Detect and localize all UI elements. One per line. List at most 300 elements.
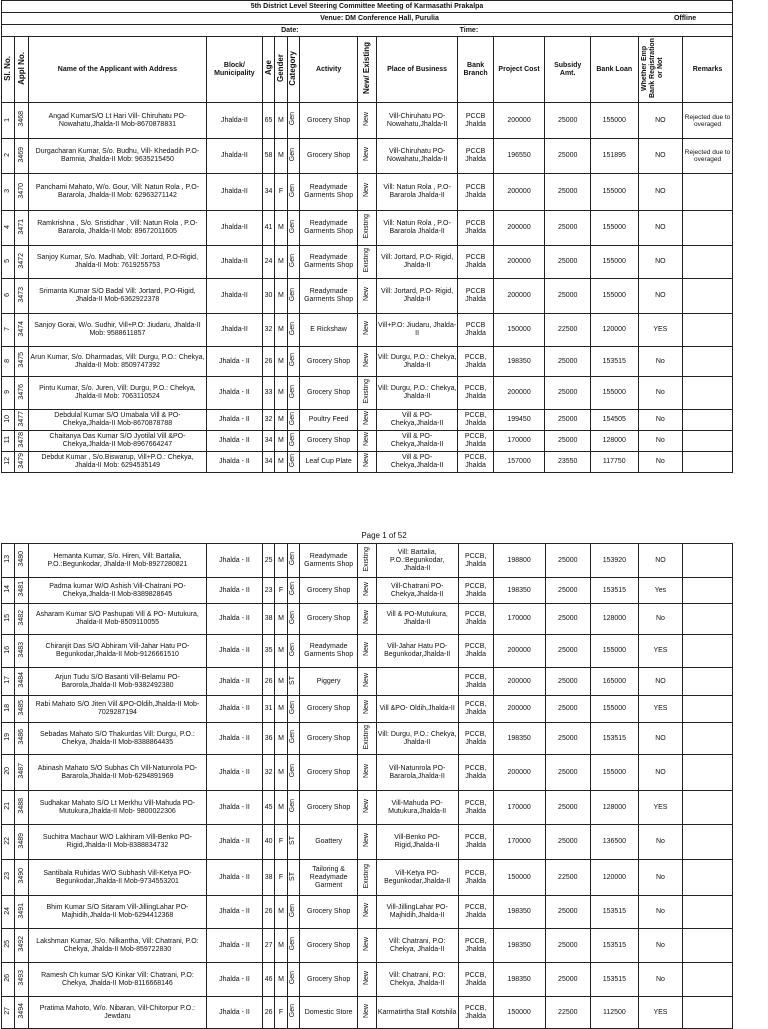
row-activity: Readymade Garments Shop <box>300 635 358 668</box>
row-age: 41 <box>262 211 274 246</box>
row-emp-bank: YES <box>638 696 683 723</box>
row-sl-no: 17 <box>2 668 15 696</box>
row-loan: 155000 <box>591 755 639 791</box>
row-loan: 155000 <box>590 174 638 211</box>
row-applicant: Asharam Kumar S/O Pashupati Vill & PO- Mutukura, Jhalda-II Mob-8509110055 <box>28 604 206 635</box>
row-place: Vill & PO-Mutukura, Jhalda-II <box>376 604 458 635</box>
row-age: 32 <box>262 755 274 791</box>
row-place: Vill & PO- Chekya,Jhalda-II <box>376 452 458 473</box>
row-category: Gen <box>287 578 299 604</box>
row-project-cost: 198350 <box>493 723 545 755</box>
col-applicant: Name of the Applicant with Address <box>28 37 206 103</box>
row-loan: 153515 <box>591 723 639 755</box>
row-place: Vill: Chatrani, P.O: Chekya, Jhalda-II <box>376 963 458 997</box>
row-activity: E Rickshaw <box>300 314 358 347</box>
row-sl-no: 6 <box>2 279 15 314</box>
row-applicant: Hemanta Kumar, S/o. Hiren, Vill: Bartalia, P.O.:Begunkodar, Jhalda-II Mob-8927280821 <box>28 544 206 578</box>
row-block: Jhalda-II <box>206 139 262 174</box>
row-new-existing: New <box>358 896 377 929</box>
row-block: Jhalda-II <box>206 174 262 211</box>
row-activity: Tailoring & Readymade Garment <box>300 860 358 896</box>
venue-row <box>2 13 733 25</box>
row-activity: Grocery Shop <box>300 139 358 174</box>
applicants-table-page-1 <box>1 0 733 473</box>
table-row <box>2 139 733 174</box>
row-branch: PCCB, Jhalda <box>458 544 493 578</box>
row-new-existing: New <box>358 696 377 723</box>
row-sl-no: 14 <box>2 578 15 604</box>
table-row <box>2 723 733 755</box>
row-remarks <box>683 604 733 635</box>
table-body-page-1 <box>2 103 733 473</box>
table-row <box>2 860 733 896</box>
row-place: Vill+P.O: Jiudaru, Jhalda-II <box>376 314 458 347</box>
row-project-cost: 198350 <box>493 929 545 963</box>
row-remarks <box>683 211 733 246</box>
row-age: 26 <box>262 896 274 929</box>
row-place: Vill-Natunrola PO- Bararola,Jhalda-II <box>376 755 458 791</box>
row-category: Gen <box>287 544 299 578</box>
row-subsidy: 25000 <box>545 668 591 696</box>
row-loan: 153515 <box>591 929 639 963</box>
row-applicant: Arun Kumar, S/o. Dharmadas, Vill: Durgu, P.O.: Chekya, Jhalda-II Mob: 8509747392 <box>28 347 206 377</box>
row-emp-bank: NO <box>638 723 683 755</box>
row-emp-bank: YES <box>638 314 683 347</box>
row-activity: Grocery Shop <box>300 604 358 635</box>
row-emp-bank: No <box>638 604 683 635</box>
row-emp-bank: No <box>638 963 683 997</box>
row-place: Vill: Durgu, P.O.: Chekya, Jhalda-II <box>376 377 458 410</box>
row-project-cost: 198800 <box>493 544 545 578</box>
table-row <box>2 696 733 723</box>
row-appl-no: 3490 <box>15 860 28 896</box>
row-gender: M <box>275 723 287 755</box>
row-block: Jhalda - II <box>206 347 262 377</box>
row-project-cost: 170000 <box>493 431 545 452</box>
row-loan: 151895 <box>590 139 638 174</box>
row-applicant: Sanjoy Kumar, S/o. Madhab, Vill: Jortard, P.O-Rigid, Jhalda-II Mob: 7619255753 <box>28 246 206 279</box>
row-sl-no: 21 <box>2 791 15 825</box>
row-emp-bank: No <box>638 452 683 473</box>
table-row <box>2 578 733 604</box>
row-project-cost: 200000 <box>493 103 545 139</box>
col-remarks: Remarks <box>683 37 733 103</box>
row-applicant: Padma kumar W/O Ashish Vill-Chatrani PO- Chekya,Jhalda-II Mob-8389828645 <box>28 578 206 604</box>
date-time-row <box>2 25 733 37</box>
table-row <box>2 410 733 431</box>
row-applicant: Debdulal Kumar S/O Umabala Vill & PO- Chekya,Jhalda-II Mob-8670878788 <box>28 410 206 431</box>
row-activity: Readymade Garments Shop <box>300 544 358 578</box>
mode-text: Offline <box>638 13 732 25</box>
table-row <box>2 211 733 246</box>
applicants-table-page-2 <box>1 543 733 1029</box>
row-gender: M <box>275 668 287 696</box>
row-loan: 153515 <box>591 578 639 604</box>
row-loan: 128000 <box>591 791 639 825</box>
row-remarks <box>683 825 733 860</box>
row-age: 46 <box>262 963 274 997</box>
row-gender: M <box>275 139 287 174</box>
row-sl-no: 20 <box>2 755 15 791</box>
row-emp-bank: NO <box>638 139 683 174</box>
row-category: Gen <box>287 963 299 997</box>
page-number: Page 1 of 52 <box>361 531 407 540</box>
row-project-cost: 198350 <box>493 347 545 377</box>
row-applicant: Abinash Mahato S/O Subhas Ch Vill-Natunrola PO-Bararola,Jhalda-II Mob-6294891969 <box>28 755 206 791</box>
row-place: Vill: Natun Rola , P.O- Bararola Jhalda-II <box>376 174 458 211</box>
row-subsidy: 25000 <box>545 755 591 791</box>
row-appl-no: 3475 <box>15 347 28 377</box>
row-new-existing: New <box>358 314 377 347</box>
row-branch: PCCB, Jhalda <box>458 431 493 452</box>
row-emp-bank: NO <box>638 103 683 139</box>
row-applicant: Bhim Kumar S/O Sitaram Vill-JillingLahar PO- Majhidih,Jhalda-II Mob-6294412368 <box>28 896 206 929</box>
row-sl-no: 12 <box>2 452 15 473</box>
row-new-existing: New <box>358 431 377 452</box>
row-gender: F <box>275 578 287 604</box>
col-subsidy: Subsidy Amt. <box>545 37 591 103</box>
row-applicant: Panchami Mahato, W/o. Gour, Vill: Natun Rola , P.O-Bararola, Jhalda-II Mob: 62963271142 <box>28 174 206 211</box>
row-loan: 153515 <box>590 347 638 377</box>
row-loan: 153920 <box>591 544 639 578</box>
table-body-page-2 <box>2 544 733 1029</box>
row-branch: PCCB, Jhalda <box>458 635 493 668</box>
row-gender: M <box>275 314 287 347</box>
table-row <box>2 896 733 929</box>
row-activity: Goattery <box>300 825 358 860</box>
row-block: Jhalda - II <box>206 791 262 825</box>
row-new-existing: New <box>358 929 377 963</box>
row-place: Karmatirtha Stall Kotshila <box>376 997 458 1029</box>
row-activity: Grocery Shop <box>300 103 358 139</box>
row-gender: M <box>275 929 287 963</box>
row-appl-no: 3470 <box>15 174 28 211</box>
row-gender: M <box>275 211 287 246</box>
row-remarks <box>683 314 733 347</box>
row-category: Gen <box>287 997 299 1029</box>
row-block: Jhalda - II <box>206 929 262 963</box>
row-emp-bank: Yes <box>638 578 683 604</box>
row-subsidy: 22500 <box>545 314 591 347</box>
row-sl-no: 13 <box>2 544 15 578</box>
row-project-cost: 200000 <box>493 279 545 314</box>
row-gender: F <box>275 174 287 211</box>
row-age: 25 <box>262 544 274 578</box>
row-activity: Grocery Shop <box>300 963 358 997</box>
col-place: Place of Business <box>376 37 458 103</box>
row-branch: PCCB, Jhalda <box>458 997 493 1029</box>
row-remarks <box>683 755 733 791</box>
venue-text: Venue: DM Conference Hall, Purulia <box>2 13 639 25</box>
row-category: ST <box>287 860 299 896</box>
row-category: Gen <box>287 723 299 755</box>
row-appl-no: 3483 <box>15 635 28 668</box>
row-loan: 153515 <box>591 896 639 929</box>
row-subsidy: 25000 <box>545 279 591 314</box>
row-project-cost: 150000 <box>493 860 545 896</box>
row-project-cost: 200000 <box>493 668 545 696</box>
row-subsidy: 25000 <box>545 544 591 578</box>
row-age: 36 <box>262 723 274 755</box>
row-applicant: Sebadas Mahato S/O Thakurdas Vill: Durgu, P.O.: Chekya, Jhalda-II Mob-8388864435 <box>28 723 206 755</box>
row-sl-no: 4 <box>2 211 15 246</box>
row-new-existing: Existing <box>358 723 377 755</box>
table-row <box>2 246 733 279</box>
row-block: Jhalda - II <box>206 963 262 997</box>
row-block: Jhalda-II <box>206 246 262 279</box>
row-place: Vill-JillingLahar PO- Majhidih,Jhalda-II <box>376 896 458 929</box>
row-activity: Grocery Shop <box>300 431 358 452</box>
row-project-cost: 198350 <box>493 578 545 604</box>
row-new-existing: New <box>358 452 377 473</box>
row-age: 34 <box>262 174 274 211</box>
row-sl-no: 9 <box>2 377 15 410</box>
row-subsidy: 25000 <box>545 896 591 929</box>
row-remarks <box>683 929 733 963</box>
row-branch: PCCB, Jhalda <box>458 668 493 696</box>
row-block: Jhalda-II <box>206 279 262 314</box>
row-loan: 120000 <box>591 860 639 896</box>
row-gender: M <box>275 103 287 139</box>
meeting-title: 5th District Level Steering Committee Meeting of Karmasathi Prakalpa <box>2 1 733 13</box>
row-applicant: Rabi Mahato S/O Jiten Vill &PO-Oldih,Jhalda-II Mob-7029287194 <box>28 696 206 723</box>
row-applicant: Ramkrishna , S/o. Sristidhar , Vill: Natun Rola , P.O-Bararola, Jhalda-II Mob: 89672011605 <box>28 211 206 246</box>
row-appl-no: 3480 <box>15 544 28 578</box>
row-project-cost: 200000 <box>493 246 545 279</box>
row-project-cost: 199450 <box>493 410 545 431</box>
row-age: 26 <box>262 347 274 377</box>
row-remarks <box>683 723 733 755</box>
row-category: Gen <box>287 604 299 635</box>
row-age: 45 <box>262 791 274 825</box>
row-emp-bank: YES <box>638 997 683 1029</box>
row-place: Vill-Chatrani PO- Chekya,Jhalda-II <box>376 578 458 604</box>
row-age: 27 <box>262 929 274 963</box>
row-gender: M <box>275 755 287 791</box>
row-gender: M <box>275 963 287 997</box>
row-branch: PCCB, Jhalda <box>458 377 493 410</box>
row-gender: F <box>275 860 287 896</box>
row-subsidy: 25000 <box>545 246 591 279</box>
row-project-cost: 170000 <box>493 791 545 825</box>
row-remarks: Rejected due to overaged <box>683 139 733 174</box>
row-loan: 155000 <box>590 246 638 279</box>
row-sl-no: 26 <box>2 963 15 997</box>
row-place: Vill & PO- Chekya,Jhalda-II <box>376 410 458 431</box>
row-project-cost: 198350 <box>493 896 545 929</box>
row-loan: 112500 <box>591 997 639 1029</box>
row-new-existing: New <box>358 668 377 696</box>
col-block: Block/ Municipality <box>206 37 262 103</box>
row-branch: PCCB Jhalda <box>458 246 493 279</box>
row-appl-no: 3486 <box>15 723 28 755</box>
row-applicant: Suchitra Machaur W/O Lakhiram Vill-Benko PO-Rigid,Jhalda-II Mob-8388834732 <box>28 825 206 860</box>
row-category: Gen <box>287 696 299 723</box>
table-row <box>2 377 733 410</box>
date-label: Date: <box>2 25 300 37</box>
row-appl-no: 3479 <box>15 452 28 473</box>
row-age: 23 <box>262 578 274 604</box>
row-new-existing: New <box>358 755 377 791</box>
row-branch: PCCB, Jhalda <box>458 825 493 860</box>
row-applicant: Debdut Kumar , S/o.Biswarup, Vill+P.O.: Chekya, Jhalda-II Mob: 6294535149 <box>28 452 206 473</box>
row-applicant: Chiranjit Das S/O Abhiram Vill-Jahar Hatu PO- Begunkodar,Jhalda-II Mob-9126661510 <box>28 635 206 668</box>
row-applicant: Sudhakar Mahato S/O Lt Merkhu Vill-Mahuda PO-Mutukura,Jhalda-II Mob- 9800022306 <box>28 791 206 825</box>
row-loan: 136500 <box>591 825 639 860</box>
row-emp-bank: No <box>638 825 683 860</box>
row-subsidy: 25000 <box>545 825 591 860</box>
row-project-cost: 157000 <box>493 452 545 473</box>
row-remarks <box>683 578 733 604</box>
row-block: Jhalda - II <box>206 696 262 723</box>
row-applicant: Pintu Kumar, S/o. Juren, Vill: Durgu, P.O.: Chekya, Jhalda-II Mob: 7063110524 <box>28 377 206 410</box>
row-block: Jhalda - II <box>206 578 262 604</box>
row-age: 34 <box>262 431 274 452</box>
col-sl-no: Sl. No. <box>2 37 15 103</box>
row-age: 38 <box>262 604 274 635</box>
row-block: Jhalda-II <box>206 211 262 246</box>
row-place: Vill: Chatrani, P.O: Chekya, Jhalda-II <box>376 929 458 963</box>
row-age: 24 <box>262 246 274 279</box>
row-new-existing: Existing <box>358 246 377 279</box>
row-activity: Grocery Shop <box>300 896 358 929</box>
row-age: 35 <box>262 635 274 668</box>
row-loan: 155000 <box>591 635 639 668</box>
col-emp-bank: Whether Emp Bank Registration or Not <box>638 37 683 103</box>
row-age: 30 <box>262 279 274 314</box>
table-row <box>2 791 733 825</box>
row-appl-no: 3491 <box>15 896 28 929</box>
row-branch: PCCB Jhalda <box>458 279 493 314</box>
row-sl-no: 8 <box>2 347 15 377</box>
row-age: 58 <box>262 139 274 174</box>
row-activity: Readymade Garments Shop <box>300 211 358 246</box>
row-sl-no: 16 <box>2 635 15 668</box>
row-emp-bank: No <box>638 377 683 410</box>
row-place: Vill: Bartalia, P.O.:Begunkodar, Jhalda-II <box>376 544 458 578</box>
row-category: Gen <box>287 174 299 211</box>
row-branch: PCCB, Jhalda <box>458 723 493 755</box>
table-row <box>2 544 733 578</box>
row-branch: PCCB, Jhalda <box>458 452 493 473</box>
row-age: 32 <box>262 314 274 347</box>
row-subsidy: 25000 <box>545 211 591 246</box>
row-activity: Grocery Shop <box>300 755 358 791</box>
row-place: Vill: Natun Rola , P.O- Bararola Jhalda-II <box>376 211 458 246</box>
row-gender: M <box>275 347 287 377</box>
row-block: Jhalda-II <box>206 103 262 139</box>
row-gender: M <box>275 791 287 825</box>
row-subsidy: 25000 <box>545 174 591 211</box>
row-sl-no: 22 <box>2 825 15 860</box>
row-project-cost: 150000 <box>493 314 545 347</box>
row-subsidy: 25000 <box>545 696 591 723</box>
row-project-cost: 198350 <box>493 963 545 997</box>
row-sl-no: 3 <box>2 174 15 211</box>
row-branch: PCCB, Jhalda <box>458 604 493 635</box>
row-appl-no: 3492 <box>15 929 28 963</box>
row-subsidy: 25000 <box>545 604 591 635</box>
row-sl-no: 5 <box>2 246 15 279</box>
row-project-cost: 200000 <box>493 174 545 211</box>
row-activity: Readymade Garments Shop <box>300 279 358 314</box>
row-new-existing: Existing <box>358 211 377 246</box>
row-new-existing: New <box>358 997 377 1029</box>
row-loan: 155000 <box>590 103 638 139</box>
row-gender: F <box>275 825 287 860</box>
row-new-existing: New <box>358 347 377 377</box>
row-new-existing: New <box>358 578 377 604</box>
row-subsidy: 22500 <box>545 997 591 1029</box>
row-new-existing: New <box>358 791 377 825</box>
row-applicant: Pratima Mahoto, W/o. Nibaran, Vill-Chitorpur P.O.: Jewdaru <box>28 997 206 1029</box>
row-loan: 155000 <box>590 279 638 314</box>
row-project-cost: 200000 <box>493 696 545 723</box>
row-category: Gen <box>287 452 299 473</box>
row-project-cost: 150000 <box>493 997 545 1029</box>
row-emp-bank: YES <box>638 791 683 825</box>
row-branch: PCCB, Jhalda <box>458 347 493 377</box>
row-category: Gen <box>287 896 299 929</box>
row-age: 38 <box>262 860 274 896</box>
row-project-cost: 200000 <box>493 211 545 246</box>
row-applicant: Sanjoy Gorai, W/o. Sudhir, Vill+P.O: Jiudaru, Jhalda-II Mob: 9588611857 <box>28 314 206 347</box>
row-remarks <box>683 544 733 578</box>
row-project-cost: 200000 <box>493 755 545 791</box>
row-branch: PCCB, Jhalda <box>458 791 493 825</box>
row-block: Jhalda - II <box>206 825 262 860</box>
row-gender: M <box>275 696 287 723</box>
row-block: Jhalda - II <box>206 635 262 668</box>
row-place: Vill: Durgu, P.O.: Chekya, Jhalda-II <box>376 723 458 755</box>
row-activity: Readymade Garments Shop <box>300 246 358 279</box>
row-category: Gen <box>287 211 299 246</box>
row-remarks <box>683 279 733 314</box>
row-gender: M <box>275 896 287 929</box>
table-row <box>2 103 733 139</box>
row-project-cost: 170000 <box>493 604 545 635</box>
col-appl-no: Appl No. <box>15 37 28 103</box>
row-category: Gen <box>287 431 299 452</box>
row-project-cost: 200000 <box>493 635 545 668</box>
row-new-existing: Existing <box>358 544 377 578</box>
row-appl-no: 3476 <box>15 377 28 410</box>
row-branch: PCCB, Jhalda <box>458 755 493 791</box>
row-subsidy: 25000 <box>545 929 591 963</box>
row-activity: Grocery Shop <box>300 791 358 825</box>
row-activity: Readymade Garments Shop <box>300 174 358 211</box>
row-gender: M <box>275 246 287 279</box>
row-branch: PCCB, Jhalda <box>458 963 493 997</box>
row-loan: 117750 <box>590 452 638 473</box>
row-place: Vill-Mahuda PO- Mutukura,Jhalda-II <box>376 791 458 825</box>
row-sl-no: 25 <box>2 929 15 963</box>
row-block: Jhalda - II <box>206 377 262 410</box>
row-remarks <box>683 246 733 279</box>
row-activity: Grocery Shop <box>300 578 358 604</box>
row-sl-no: 7 <box>2 314 15 347</box>
row-remarks <box>683 791 733 825</box>
row-emp-bank: NO <box>638 211 683 246</box>
col-new-existing: New/ Existing <box>358 37 377 103</box>
row-gender: M <box>275 431 287 452</box>
row-applicant: Chaitanya Das Kumar S/O Jyotilal Vill &PO- Chekya,Jhalda-II Mob-8967664247 <box>28 431 206 452</box>
row-block: Jhalda - II <box>206 860 262 896</box>
row-age: 33 <box>262 377 274 410</box>
row-appl-no: 3485 <box>15 696 28 723</box>
col-age: Age <box>262 37 274 103</box>
row-remarks: Rejected due to overaged <box>683 103 733 139</box>
